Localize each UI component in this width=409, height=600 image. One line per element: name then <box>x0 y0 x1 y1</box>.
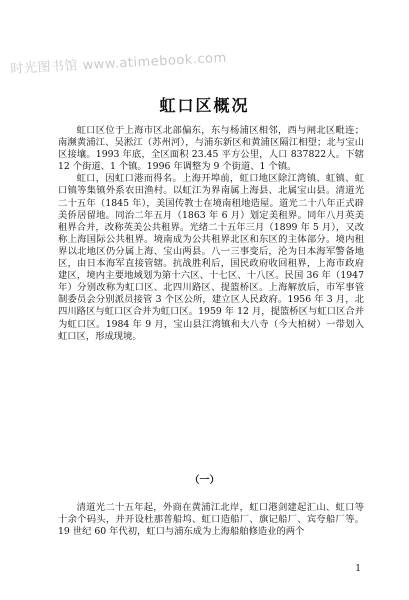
section-heading: （一） <box>189 475 220 486</box>
body-text-section <box>58 502 364 538</box>
body-text <box>58 125 364 343</box>
page-title: 虹口区概况 <box>159 96 250 115</box>
watermark: 时光图书馆 www.atimebook.com <box>10 50 228 77</box>
page-number: 1 <box>355 564 361 574</box>
paragraph: 虹口区位于上海市区北部偏东，东与杨浦区相邻，西与闸北区毗连；南濒黄浦江、吴淞江（苏州河），与浦东新区和黄浦区隔江相望；北与宝山区接壤。1993 年底，全区面积 23.45 平方公里，人口 837822人。下辖 12 个街道、1 个镇。1996 年调整为 9 个街道、1 个镇。 <box>58 125 364 173</box>
paragraph: 清道光二十五年起，外商在黄浦江北岸，虹口港剑建起汇山、虹口等十余个码头，并开设杜那普船坞、虹口造船厂、旗记船厂、宾夸船厂等。19 世纪 60 年代初，虹口与浦东成为上海船舶修造业的两个 <box>58 502 364 538</box>
paragraph: 虹口，因虹口港而得名。上海开埠前，虹口地区除江湾镇、虹镇、虹口镇等集镇外系农田渔村。以虹江为界南属上海县、北属宝山县。清道光二十五年（1845 年），美国传教士在境南租地造屋。道光二十八年正式辟美侨居留地。同治二年五月（1863 年 6 月）划定美租界。同年八月英美租界合并，改称英美公共租界。光绪二十五年三月（1899 年 5 月），又改称上海国际公共租界。境南成为公共租界北区和东区的主体部分。境内租界以北地区仍分属上海、宝山两县。八一三事变后，沦为日本海军警备地区，由日本海军直接管辖。抗战胜利后，国民政府收回租界，上海市政府建区，境内主要地域划为第十六区、十七区、十八区。民国 36 年（1947 年）分别改称为虹口区、北四川路区、提篮桥区。上海解放后，市军事管制委员会分别派员接管 3 个区公所，建立区人民政府。1956 年 3 月，北四川路区与虹口区合并为虹口区。1959 年 12 月，提篮桥区与虹口区合并为虹口区。1984 年 9 月，宝山县江湾镇和大八寺（今大柏树）一带划入虹口区，形成现境。 <box>58 173 364 342</box>
